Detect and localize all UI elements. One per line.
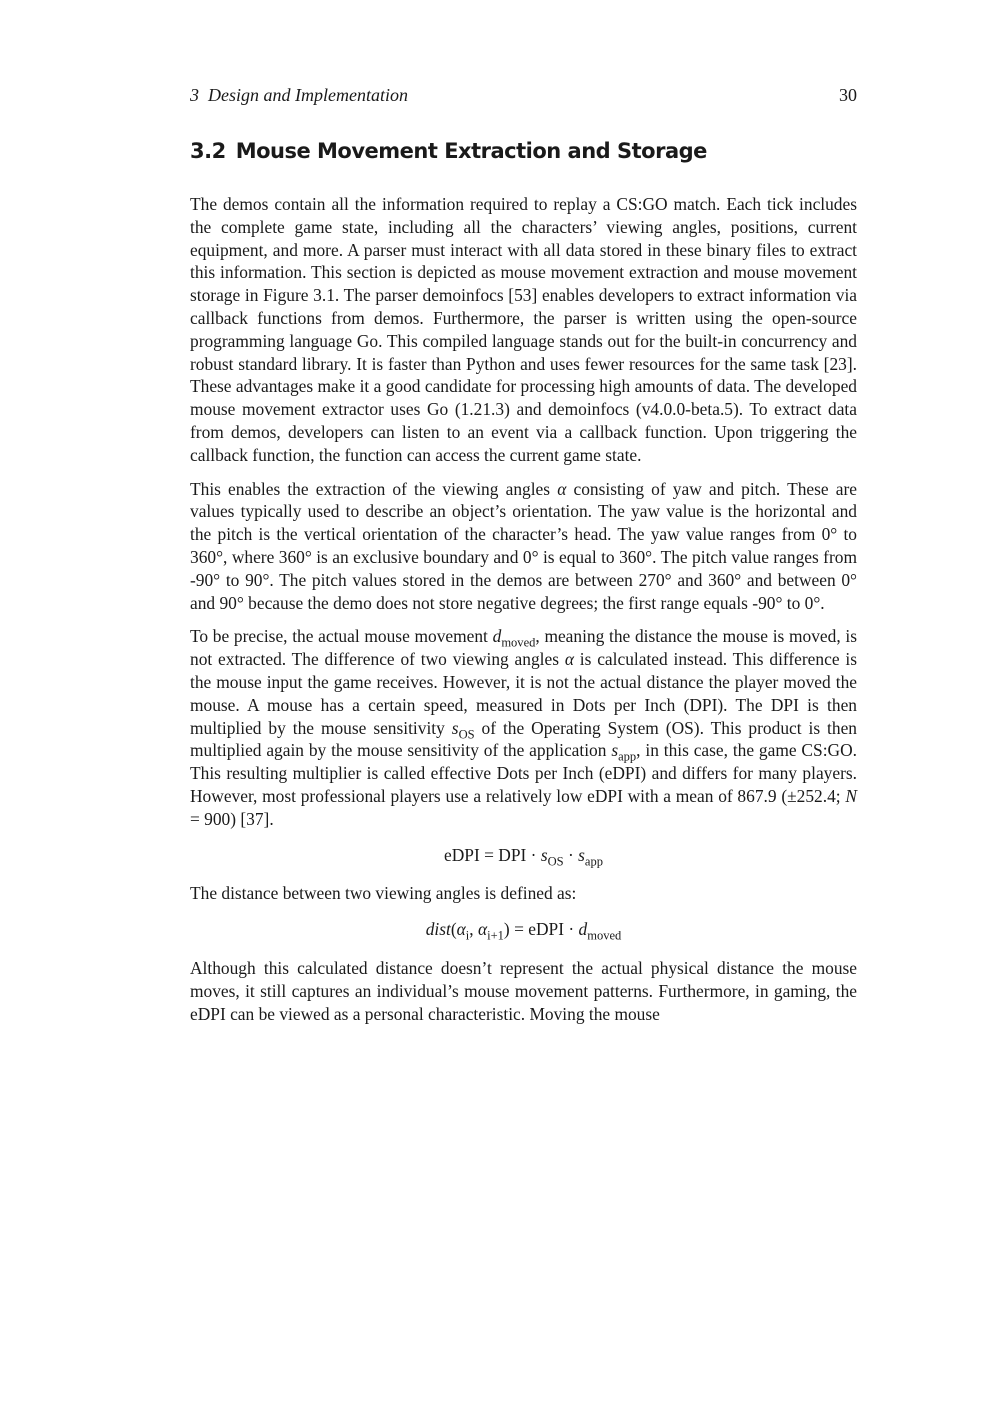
mouse-movement-text-1: To be precise, the actual mouse movement bbox=[190, 626, 488, 647]
chapter-title: Design and Implementation bbox=[208, 85, 408, 105]
viewing-angles-text-2: consisting of yaw and pitch. These are values typically used to describe an object’s orientation. The yaw value is the horizontal and the pitch is the vertical orientation of the character’s head. The yaw value ranges from 0° to 360°, where 360° is an exclusive boundary and 0° is equal to 360°. The pitch value ranges from -90° to 90°. The pitch values stored in the demos are between 270° and 360° and between 0° and 90° because the demo does not store negative degrees; the first range equals -90° to 0°. bbox=[190, 478, 857, 613]
section-heading bbox=[190, 137, 707, 165]
alpha-symbol: α bbox=[557, 478, 567, 499]
running-header bbox=[190, 84, 857, 106]
mouse-movement-text-5: , in this case, the game CS:GO. This resulting multiplier is called effective Dots per Inch (eDPI) and differs for many players. However, most professional players use a relatively low eDPI with a mean of 867.9 (±252.4; bbox=[190, 740, 857, 806]
equation-edpi: eDPI = DPI · $s_{OS} \cdot s_{app}$ bbox=[444, 844, 603, 868]
mouse-movement-text-4: of the Operating System (OS). This product is then multiplied again by the mouse sensitivity of the application bbox=[190, 717, 857, 761]
paragraph-viewing-angles bbox=[190, 478, 857, 615]
s-os-symbol: $s_{OS}$ bbox=[451, 717, 475, 741]
n-symbol: N bbox=[845, 785, 857, 806]
page bbox=[190, 0, 857, 1414]
paragraph-mouse-movement bbox=[190, 625, 857, 830]
mouse-movement-text-6: = 900) [37]. bbox=[190, 808, 274, 829]
alpha-symbol: α bbox=[564, 649, 574, 670]
paragraph-physical-distance: Although this calculated distance doesn’t represent the actual physical distance the mouse moves, it still captures an individual’s mouse movement patterns. Furthermore, in gaming, the eDPI can be viewed as a personal characteristic. Moving the mouse bbox=[190, 957, 857, 1024]
d-moved-symbol: $d_{moved}$ bbox=[492, 626, 536, 650]
mouse-movement-text-3: is calculated instead. This difference is the mouse input the game receives. However, it is not the actual distance the player moved the mouse. A mouse has a certain speed, measured in Dots per Inch (DPI). The DPI is then multiplied by the mouse sensitivity bbox=[190, 649, 857, 738]
running-header-chapter bbox=[190, 85, 408, 105]
viewing-angles-text-1: This enables the extraction of the viewing angles bbox=[190, 478, 551, 499]
s-app-symbol: $s_{app}$ bbox=[611, 740, 637, 764]
body-text bbox=[190, 193, 857, 1036]
section-number: 3.2 bbox=[190, 139, 226, 163]
section-title: Mouse Movement Extraction and Storage bbox=[235, 139, 707, 163]
chapter-number: 3 bbox=[190, 85, 199, 105]
equation-distance: $dist(\alpha_i$, $\alpha_{i+1}$) = eDPI · $d_{moved}$ bbox=[425, 919, 622, 943]
paragraph-demos: The demos contain all the information required to replay a CS:GO match. Each tick includes the complete game state, including all the characters’ viewing angles, positions, current equipment, and more. A parser must interact with all data stored in these binary files to extract this information. This section is depicted as mouse movement extraction and mouse movement storage in Figure 3.1. The parser demoinfocs [53] enables developers to extract information via callback functions from demos. Furthermore, the parser is written using the open-source programming language Go. This compiled language stands out for the built-in concurrency and robust standard library. It is faster than Python and uses fewer resources for the same task [23]. These advantages make it a good candidate for processing high amounts of data. The developed mouse movement extractor uses Go (1.21.3) and demoinfocs (v4.0.0-beta.5). To extract data from demos, developers can listen to an event via a callback function. Upon triggering the callback function, the function can access the current game state. bbox=[190, 194, 857, 465]
mouse-movement-text-2: , meaning the distance the mouse is moved, is not extracted. The difference of two viewing angles bbox=[190, 626, 857, 670]
paragraph-distance-definition: The distance between two viewing angles is defined as: bbox=[190, 883, 577, 904]
page-number: 30 bbox=[839, 85, 857, 105]
